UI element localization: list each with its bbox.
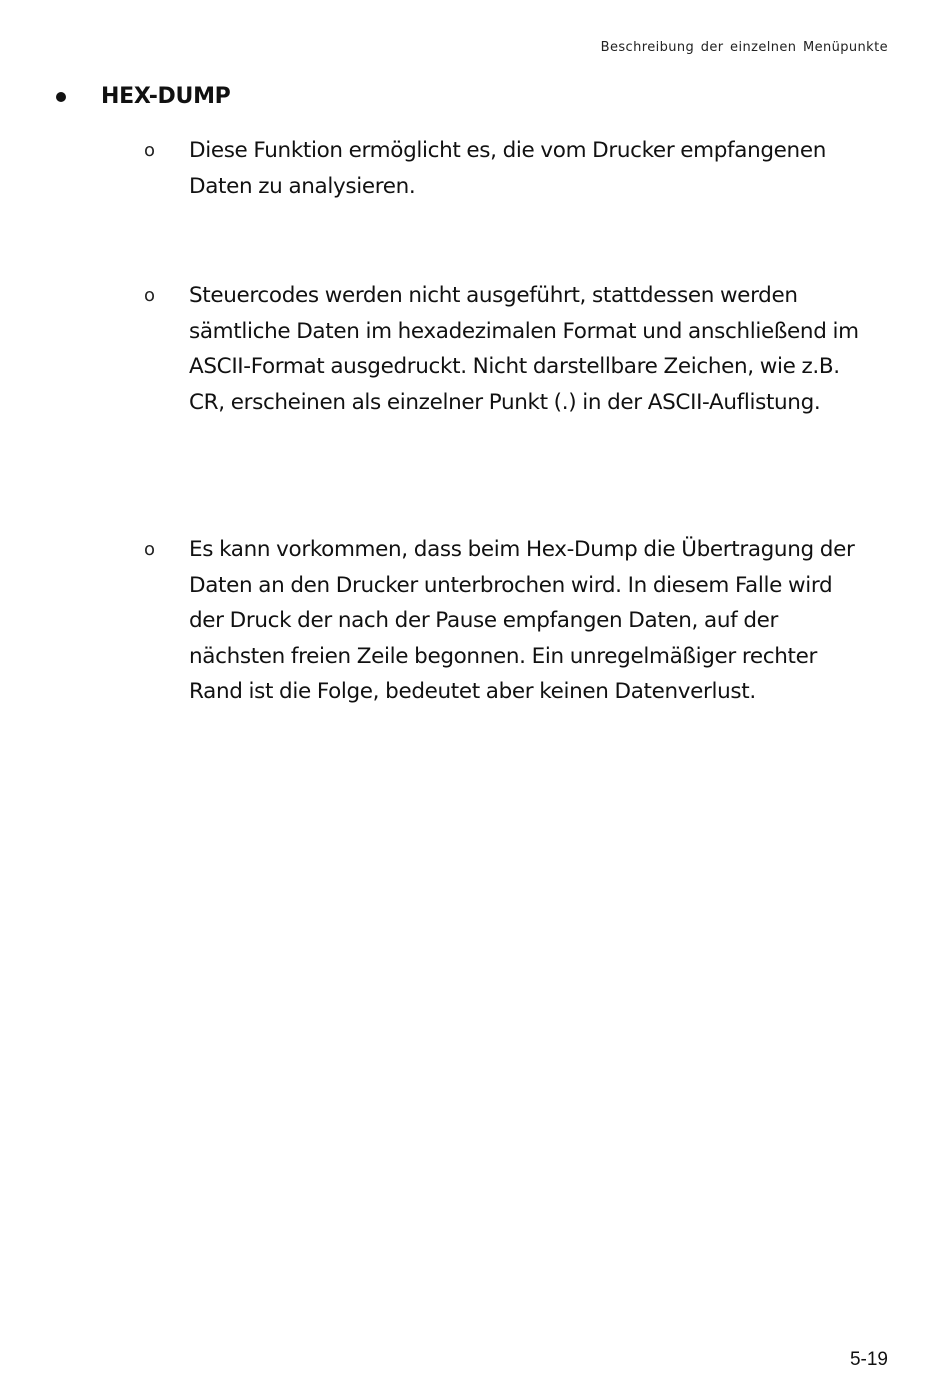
circle-bullet-icon: o [144,140,156,161]
list-item [140,278,860,420]
circle-bullet-icon: o [144,539,156,560]
circle-bullet-icon: o [144,285,156,306]
section-title: HEX-DUMP [101,84,231,109]
list-item-text: Es kann vorkommen, dass beim Hex-Dump die Übertragung der Daten an den Drucker unterbrochen wird. In diesem Falle wird der Druck der nach der Pause empfangen Daten, auf der nächsten freien Zeile begonnen. Ein unregelmäßiger rechter Rand ist die Folge, bedeutet aber keinen Datenverlust. [189,537,855,704]
list-item [140,133,860,204]
section-heading [56,84,230,109]
page-number: 5-19 [849,1349,888,1370]
list-item-text: Steuercodes werden nicht ausgeführt, stattdessen werden sämtliche Daten im hexadezimalen Format und anschließend im ASCII-Format ausgedruckt. Nicht darstellbare Zeichen, wie z.B. CR, erscheinen als einzelner Punkt (.) in der ASCII-Auflistung. [189,283,859,415]
list-item [140,532,860,710]
bullet-icon [56,92,66,102]
running-header: Beschreibung der einzelnen Menüpunkte [600,40,888,55]
list-item-text: Diese Funktion ermöglicht es, die vom Drucker empfangenen Daten zu analysieren. [189,138,826,199]
